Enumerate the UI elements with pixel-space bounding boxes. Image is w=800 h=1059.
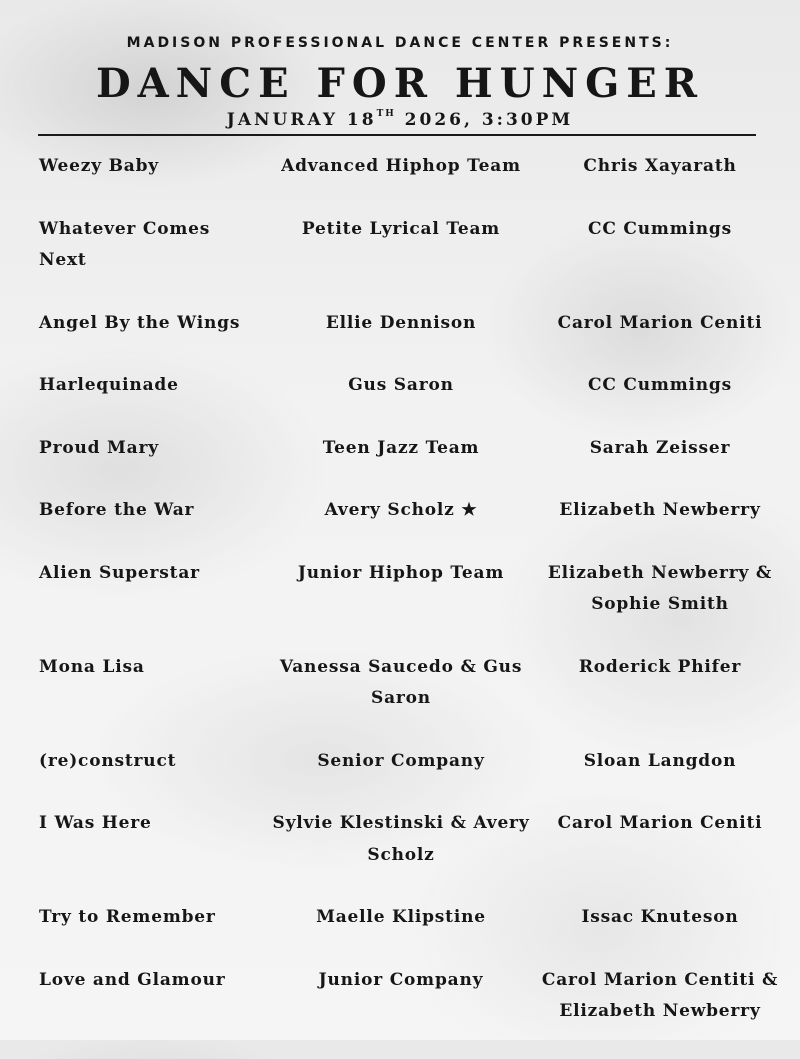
program-row	[38, 370, 782, 402]
program-row	[38, 746, 782, 778]
event-date-rest: 2026, 3:30PM	[395, 110, 574, 130]
presenter-line: MADISON PROFESSIONAL DANCE CENTER PRESENTS:	[126, 35, 674, 51]
program-row	[38, 558, 782, 621]
choreographer: Sloan Langdon	[583, 750, 737, 771]
choreographer: Chris Xayarath	[583, 156, 737, 176]
program-row	[38, 965, 782, 1028]
event-date-suffix: TH	[376, 109, 396, 120]
piece-title: I Was Here	[39, 813, 152, 833]
performers: Junior Company	[318, 969, 484, 990]
piece-title: (re)construct	[39, 750, 177, 771]
choreographer: Issac Knuteson	[581, 907, 739, 927]
performers: Senior Company	[317, 750, 485, 771]
program-row	[38, 151, 782, 183]
performers: Sylvie Klestinski & Avery Scholz	[272, 813, 530, 865]
program-row	[38, 214, 782, 277]
program-row	[38, 308, 782, 340]
piece-title: Mona Lisa	[39, 656, 145, 677]
program-row	[38, 495, 782, 527]
piece-title: Weezy Baby	[39, 156, 159, 176]
performers: Gus Saron	[348, 375, 454, 395]
performers: Avery Scholz ★	[324, 500, 478, 520]
program-row	[38, 652, 782, 715]
choreographer: Sarah Zeisser	[589, 437, 731, 458]
choreographer: CC Cummings	[588, 218, 732, 239]
choreographer: Roderick Phifer	[578, 656, 742, 677]
performers: Teen Jazz Team	[322, 437, 480, 458]
choreographer: Elizabeth Newberry & Sophie Smith	[547, 562, 773, 614]
program-row	[38, 808, 782, 871]
piece-title: Alien Superstar	[39, 562, 200, 583]
header-divider	[38, 134, 756, 136]
choreographer: Carol Marion Ceniti	[557, 813, 763, 833]
performers: Maelle Klipstine	[316, 907, 486, 927]
piece-title: Before the War	[39, 500, 195, 520]
choreographer: Carol Marion Ceniti	[557, 312, 763, 333]
piece-title: Harlequinade	[39, 375, 179, 395]
performers: Junior Hiphop Team	[297, 562, 505, 583]
program-list	[38, 151, 782, 1059]
performers: Vanessa Saucedo & Gus Saron	[279, 656, 523, 708]
event-date	[0, 110, 800, 130]
event-date-month: JANURAY 18	[226, 110, 377, 130]
piece-title: Proud Mary	[39, 437, 159, 458]
piece-title: Angel By the Wings	[39, 312, 241, 333]
performers: Ellie Dennison	[325, 312, 477, 333]
choreographer: Carol Marion Centiti & Elizabeth Newberry	[541, 969, 779, 1021]
performers: Advanced Hiphop Team	[281, 156, 521, 176]
program-row	[38, 433, 782, 465]
choreographer: Elizabeth Newberry	[559, 500, 761, 520]
choreographer: CC Cummings	[588, 375, 732, 395]
event-title: DANCE FOR HUNGER	[95, 60, 705, 107]
performers: Petite Lyrical Team	[301, 218, 501, 239]
piece-title: Try to Remember	[39, 907, 216, 927]
program-row	[38, 902, 782, 934]
piece-title: Whatever Comes Next	[39, 218, 211, 270]
piece-title: Love and Glamour	[39, 969, 226, 990]
